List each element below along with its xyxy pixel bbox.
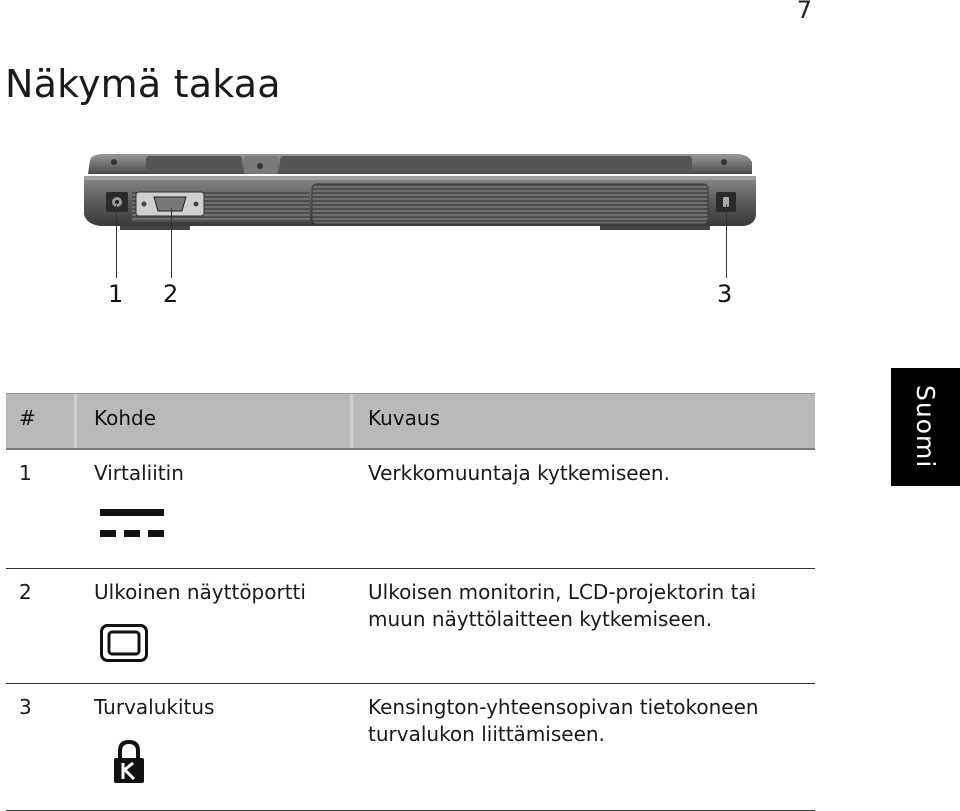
callout-number-3: 3 bbox=[717, 280, 733, 308]
dc-power-icon bbox=[100, 506, 164, 540]
header-number: # bbox=[19, 406, 36, 430]
row-item: Ulkoinen näyttöportti bbox=[94, 580, 306, 604]
header-item: Kohde bbox=[94, 406, 157, 430]
row-number: 2 bbox=[19, 580, 32, 604]
table-row bbox=[6, 569, 815, 684]
page-number: 7 bbox=[796, 0, 812, 24]
row-number: 3 bbox=[19, 695, 32, 719]
callout-line-2 bbox=[171, 208, 172, 278]
callout-line-1 bbox=[116, 205, 117, 278]
laptop-rear-illustration bbox=[80, 150, 760, 240]
ports-table bbox=[6, 393, 815, 811]
callout-line-3 bbox=[726, 205, 727, 278]
page-title: Näkymä takaa bbox=[5, 62, 281, 106]
row-description: Ulkoisen monitorin, LCD-projektorin tai muun näyttölaitteen kytkemiseen. bbox=[368, 580, 757, 631]
callout-number-1: 1 bbox=[108, 280, 124, 308]
language-tab bbox=[891, 368, 960, 486]
row-item: Turvalukitus bbox=[94, 695, 215, 719]
row-description: Verkkomuuntaja kytkemiseen. bbox=[368, 461, 670, 485]
table-row bbox=[6, 684, 815, 811]
callout-number-2: 2 bbox=[163, 280, 179, 308]
row-number: 1 bbox=[19, 461, 32, 485]
header-description: Kuvaus bbox=[368, 406, 440, 430]
table-row bbox=[6, 450, 815, 569]
kensington-lock-icon bbox=[112, 740, 146, 784]
monitor-port-icon bbox=[100, 624, 148, 662]
table-header bbox=[6, 393, 815, 450]
language-tab-label: Suomi bbox=[911, 385, 940, 469]
row-description: Kensington-yhteensopivan tietokoneen turvalukon liittämiseen. bbox=[368, 695, 759, 746]
row-item: Virtaliitin bbox=[94, 461, 184, 485]
